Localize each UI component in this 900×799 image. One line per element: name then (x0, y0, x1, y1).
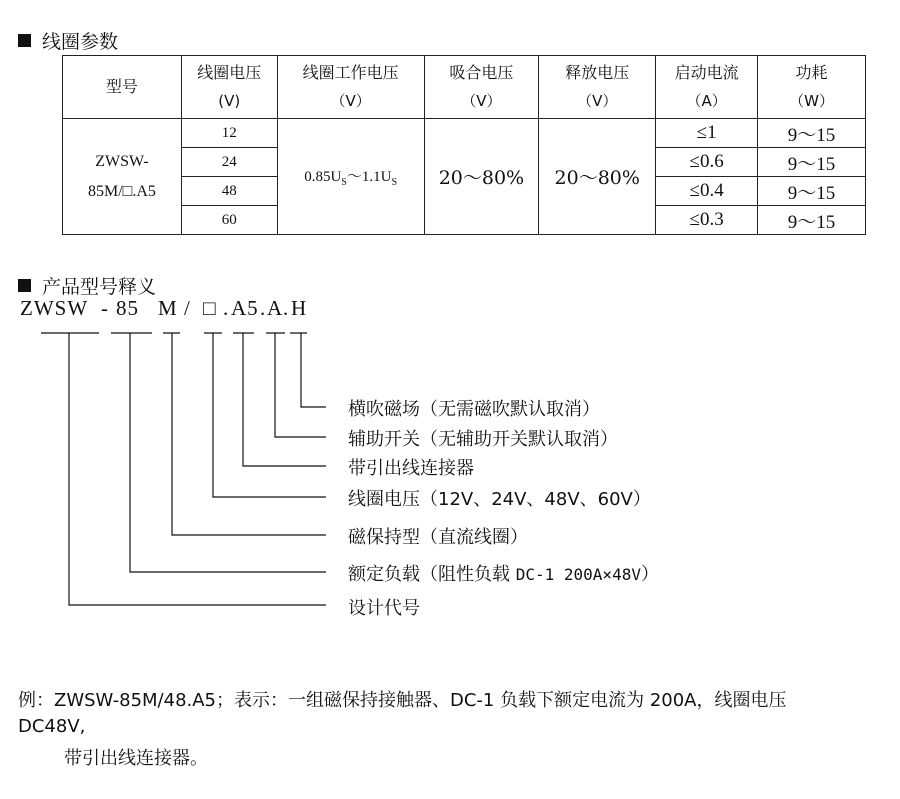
leader-zwsw (69, 333, 326, 605)
decode-item-coil-voltage: 线圈电压（12V、24V、48V、60V） (348, 489, 651, 510)
example-line-1: 例：ZWSW-85M/48.A5；表示：一组磁保持接触器、DC-1 负载下额定电流为 200A，线圈电压 (18, 690, 787, 711)
power-cell: 9～15 (758, 177, 866, 206)
power-cell: 9～15 (758, 119, 866, 148)
header-model: 型号 (63, 56, 182, 119)
code-part-dot: . (260, 296, 267, 320)
coil-voltage-cell: 12 (181, 119, 277, 148)
leader-box (213, 333, 326, 497)
start-current-cell: ≤0.6 (656, 148, 758, 177)
leader-h (301, 333, 326, 407)
model-line2: 85M/□.A5 (87, 182, 156, 200)
power-cell: 9～15 (758, 206, 866, 235)
header-pickup-voltage: 吸合电压 （V） (424, 56, 539, 119)
code-part-zwsw: ZWSW (20, 296, 89, 320)
header-release-voltage: 释放电压 （V） (539, 56, 656, 119)
code-part-box: □ (203, 296, 217, 320)
pickup-voltage-cell: 20～80% (424, 119, 539, 235)
coil-voltage-cell: 60 (181, 206, 277, 235)
code-part-a5: A5 (231, 296, 259, 320)
coil-voltage-cell: 24 (181, 148, 277, 177)
leader-a5 (243, 333, 326, 466)
release-voltage-cell: 20～80% (539, 119, 656, 235)
code-part-dot: . (283, 296, 290, 320)
code-part-85: 85 (116, 296, 139, 320)
header-power: 功耗 （W） (758, 56, 866, 119)
start-current-cell: ≤0.3 (656, 206, 758, 235)
leader-m (172, 333, 326, 535)
header-working-voltage: 线圈工作电压 （V） (277, 56, 424, 119)
decode-item-zwsw: 设计代号 (348, 598, 420, 619)
decode-item-a: 辅助开关（无辅助开关默认取消） (348, 429, 618, 450)
decode-item-m: 磁保持型（直流线圈） (348, 527, 528, 548)
decode-item-h: 横吹磁场（无需磁吹默认取消） (348, 399, 600, 420)
model-line1: ZWSW- (95, 152, 149, 170)
code-part-a: A (267, 296, 284, 320)
section-title-text: 线圈参数 (42, 31, 119, 53)
example-line-3: 带引出线连接器。 (64, 748, 208, 769)
code-part-dash: - (101, 296, 109, 320)
section-title-text: 产品型号释义 (42, 276, 157, 298)
power-cell: 9～15 (758, 148, 866, 177)
code-part-m: M (158, 296, 178, 320)
start-current-cell: ≤0.4 (656, 177, 758, 206)
start-current-cell: ≤1 (656, 119, 758, 148)
decode-item-a5: 带引出线连接器 (348, 458, 474, 479)
header-coil-voltage: 线圈电压 (V) (181, 56, 277, 119)
leader-85 (130, 333, 326, 572)
coil-voltage-cell: 48 (181, 177, 277, 206)
header-start-current: 启动电流 （A） (656, 56, 758, 119)
code-part-dot: . (223, 296, 230, 320)
decode-item-85: 额定负载（阻性负载 DC-1 200A×48V） (348, 564, 659, 585)
code-part-slash: / (184, 296, 191, 320)
code-part-h: H (291, 296, 308, 320)
working-voltage-cell: $0.85U_S\sim 1.1U_S$ (277, 119, 424, 235)
example-line-2: DC48V, (18, 716, 86, 737)
